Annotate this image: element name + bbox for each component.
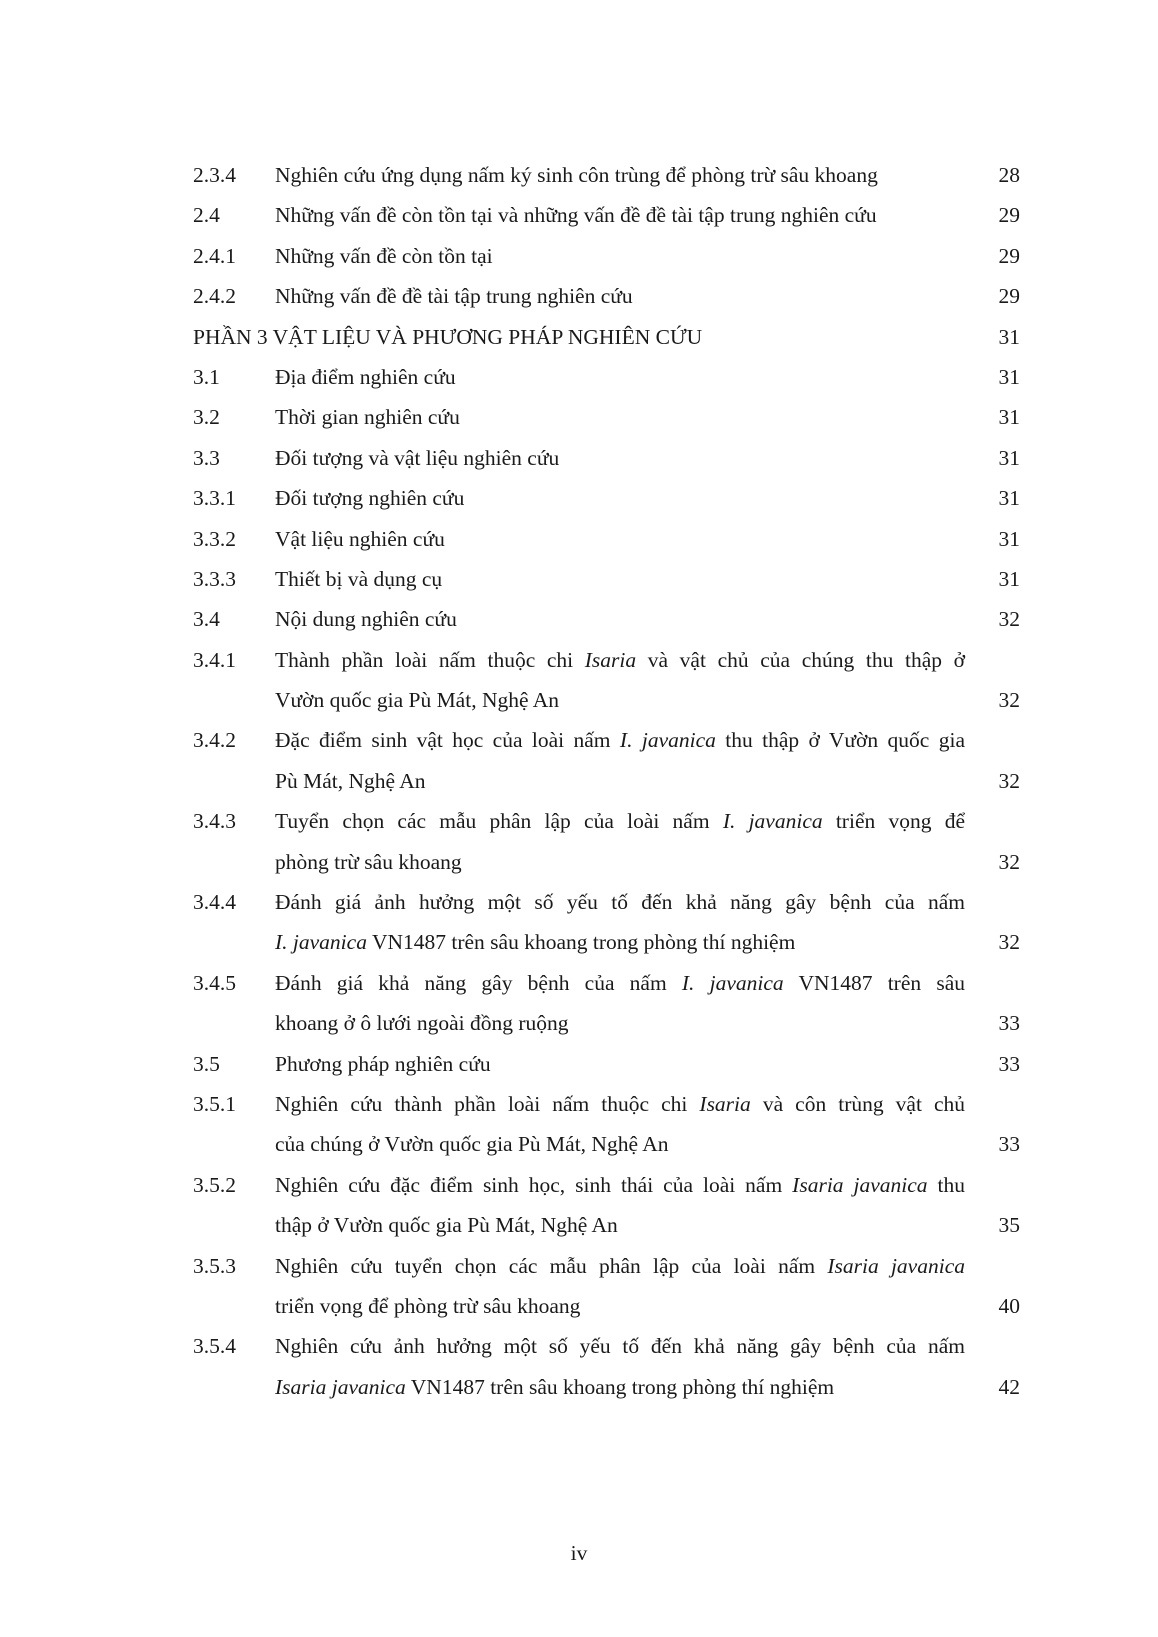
toc-row xyxy=(0,599,1158,639)
toc-page-number: 32 xyxy=(998,768,1020,793)
toc-section-number: 3.3.1 xyxy=(193,486,236,511)
toc-page-number: 29 xyxy=(998,203,1020,228)
toc-page-number: 32 xyxy=(998,688,1020,713)
toc-page-number: 42 xyxy=(998,1374,1020,1399)
toc-page-number: 31 xyxy=(998,445,1020,470)
toc-page-number: 31 xyxy=(998,486,1020,511)
toc-text-segment: Pù Mát, Nghệ An xyxy=(275,768,426,793)
toc-entry-text: Những vấn đề đề tài tập trung nghiên cứu xyxy=(275,284,633,309)
toc-text-segment: thu xyxy=(927,1172,965,1197)
toc-page-number: 33 xyxy=(998,1051,1020,1076)
species-name: I. javanica xyxy=(275,930,367,955)
toc-entry-text: Đối tượng nghiên cứu xyxy=(275,486,465,511)
toc-row-continuation xyxy=(0,680,1158,720)
toc-row xyxy=(0,1084,1158,1124)
toc-section-number: 2.4.1 xyxy=(193,243,236,268)
toc-entry-text: Những vấn đề còn tồn tại xyxy=(275,243,493,268)
toc-text-segment: và vật chủ của chúng thu thập ở xyxy=(636,647,965,672)
toc-heading: PHẦN 3 VẬT LIỆU VÀ PHƯƠNG PHÁP NGHIÊN CỨU xyxy=(193,324,703,349)
toc-entry-text xyxy=(275,1246,965,1286)
toc-entry-text xyxy=(275,1084,965,1124)
toc-entry-text: Địa điểm nghiên cứu xyxy=(275,364,456,389)
toc-row xyxy=(0,195,1158,235)
toc-entry-text: Nội dung nghiên cứu xyxy=(275,607,457,632)
toc-text-segment: VN1487 trên sâu khoang trong phòng thí nghiệm xyxy=(366,930,796,955)
toc-entry-text: Vật liệu nghiên cứu xyxy=(275,526,445,551)
toc-row xyxy=(0,397,1158,437)
toc-page-number: 33 xyxy=(998,1132,1020,1157)
toc-text-segment: Thành phần loài nấm thuộc chi xyxy=(275,647,585,672)
toc-entry-text xyxy=(275,1326,965,1366)
toc-page-number: 28 xyxy=(998,163,1020,187)
toc-page-number: 31 xyxy=(998,566,1020,591)
toc-entry-text: Đối tượng và vật liệu nghiên cứu xyxy=(275,445,560,470)
species-name: Isaria javanica xyxy=(275,1374,406,1399)
toc-entry-text: Phương pháp nghiên cứu xyxy=(275,1051,491,1076)
toc-row-continuation xyxy=(0,761,1158,801)
toc-entry-text xyxy=(275,842,462,882)
toc-row-continuation xyxy=(0,842,1158,882)
toc-section-number: 3.5.1 xyxy=(193,1091,236,1116)
species-name: Isaria xyxy=(584,647,637,672)
toc-section-number: 3.5 xyxy=(193,1051,220,1076)
toc-section-number: 3.3 xyxy=(193,445,220,470)
toc-page-number: 29 xyxy=(998,284,1020,309)
toc-entry-text xyxy=(275,761,426,801)
toc-row xyxy=(0,236,1158,276)
toc-page-number: 40 xyxy=(998,1293,1020,1318)
toc-row-continuation xyxy=(0,1286,1158,1326)
toc-text-segment: Nghiên cứu ảnh hưởng một số yếu tố đến khả năng gây bệnh của nấm xyxy=(275,1334,965,1359)
toc-text-segment: và côn trùng vật chủ xyxy=(750,1091,966,1116)
toc-section-number: 2.4 xyxy=(193,203,220,228)
toc-page-number: 32 xyxy=(998,930,1020,955)
toc-entry-text: Thời gian nghiên cứu xyxy=(275,405,460,430)
species-name: I. javanica xyxy=(722,809,823,834)
species-name: Isaria javanica xyxy=(792,1172,928,1197)
toc-heading-row xyxy=(0,317,1158,357)
toc-section-number: 3.5.3 xyxy=(193,1253,236,1278)
page-number: iv xyxy=(570,1541,588,1565)
toc-entry-text xyxy=(275,1165,965,1205)
toc-entry-text xyxy=(275,1124,668,1164)
toc-entry-text xyxy=(275,720,965,760)
toc-text-segment: Tuyển chọn các mẫu phân lập của loài nấm xyxy=(275,809,723,834)
toc-page-number: 31 xyxy=(998,526,1020,551)
toc-row xyxy=(0,882,1158,922)
toc-entry-text: Nghiên cứu ứng dụng nấm ký sinh côn trùng để phòng trừ sâu khoang xyxy=(275,163,878,187)
toc-row xyxy=(0,276,1158,316)
toc-text-segment: khoang ở ô lưới ngoài đồng ruộng xyxy=(275,1011,569,1036)
species-name: Isaria xyxy=(699,1091,751,1116)
toc-page-number: 31 xyxy=(998,364,1020,389)
toc-page-number: 33 xyxy=(998,1011,1020,1036)
toc-section-number: 3.1 xyxy=(193,364,220,389)
toc-entry-text xyxy=(275,680,559,720)
species-name: I. javanica xyxy=(619,728,716,753)
toc-entry-text xyxy=(275,1286,580,1326)
toc-section-number: 3.2 xyxy=(193,405,220,430)
toc-row xyxy=(0,1044,1158,1084)
toc-text-segment: triển vọng để xyxy=(822,809,965,834)
toc-entry-text xyxy=(275,640,965,680)
toc-section-number: 3.4.3 xyxy=(193,809,236,834)
toc-text-segment: VN1487 trên sâu khoang trong phòng thí nghiệm xyxy=(405,1374,835,1399)
toc-row xyxy=(0,155,1158,195)
toc-section-number: 3.4.5 xyxy=(193,970,236,995)
toc-row xyxy=(0,1326,1158,1366)
toc-entry-text xyxy=(275,1367,834,1407)
toc-row xyxy=(0,478,1158,518)
toc-row-continuation xyxy=(0,1003,1158,1043)
toc-page-number: 31 xyxy=(998,405,1020,430)
toc-text-segment: Nghiên cứu đặc điểm sinh học, sinh thái của loài nấm xyxy=(275,1172,793,1197)
toc-row-continuation xyxy=(0,922,1158,962)
toc-entry-text xyxy=(275,882,965,922)
toc-text-segment: thu thập ở Vườn quốc gia xyxy=(715,728,966,753)
toc-row xyxy=(0,720,1158,760)
toc-row xyxy=(0,519,1158,559)
toc-page-number: 32 xyxy=(998,849,1020,874)
toc-entry-text xyxy=(275,801,965,841)
toc-text-segment: Vườn quốc gia Pù Mát, Nghệ An xyxy=(275,688,559,713)
toc-entry-text xyxy=(275,963,965,1003)
toc-section-number: 3.3.2 xyxy=(193,526,236,551)
toc-text-segment: của chúng ở Vườn quốc gia Pù Mát, Nghệ An xyxy=(275,1132,669,1157)
toc-row xyxy=(0,801,1158,841)
toc-section-number: 3.4.2 xyxy=(193,728,236,753)
toc-entry-text xyxy=(275,1003,569,1043)
toc-section-number: 2.3.4 xyxy=(193,163,236,187)
toc-row xyxy=(0,1165,1158,1205)
toc-text-segment: triển vọng để phòng trừ sâu khoang xyxy=(275,1293,581,1318)
species-name: I. javanica xyxy=(681,970,784,995)
toc-text-segment: Đặc điểm sinh vật học của loài nấm xyxy=(275,728,620,753)
toc-section-number: 3.5.4 xyxy=(193,1334,236,1359)
toc-row xyxy=(0,963,1158,1003)
species-name: Isaria javanica xyxy=(827,1253,965,1278)
toc-entry-text: Thiết bị và dụng cụ xyxy=(275,566,443,591)
table-of-contents xyxy=(0,155,1158,1407)
toc-text-segment: Đánh giá ảnh hưởng một số yếu tố đến khả năng gây bệnh của nấm xyxy=(275,890,965,915)
toc-text-segment: Đánh giá khả năng gây bệnh của nấm xyxy=(275,970,682,995)
toc-row xyxy=(0,357,1158,397)
toc-page-number: 31 xyxy=(998,324,1020,349)
toc-section-number: 3.3.3 xyxy=(193,566,236,591)
toc-text-segment: Nghiên cứu tuyển chọn các mẫu phân lập của loài nấm xyxy=(275,1253,828,1278)
toc-entry-text: Những vấn đề còn tồn tại và những vấn đề đề tài tập trung nghiên cứu xyxy=(275,203,877,228)
toc-page-number: 32 xyxy=(998,607,1020,632)
toc-section-number: 3.5.2 xyxy=(193,1172,236,1197)
toc-entry-text xyxy=(275,922,795,962)
toc-text-segment: thập ở Vườn quốc gia Pù Mát, Nghệ An xyxy=(275,1213,618,1238)
toc-row xyxy=(0,640,1158,680)
toc-row xyxy=(0,559,1158,599)
toc-row-continuation xyxy=(0,1124,1158,1164)
toc-text-segment: phòng trừ sâu khoang xyxy=(275,849,462,874)
toc-section-number: 2.4.2 xyxy=(193,284,236,309)
toc-row-continuation xyxy=(0,1205,1158,1245)
toc-entry-text xyxy=(275,1205,618,1245)
toc-page-number: 29 xyxy=(998,243,1020,268)
toc-row-continuation xyxy=(0,1367,1158,1407)
toc-row xyxy=(0,438,1158,478)
toc-text-segment: VN1487 trên sâu xyxy=(783,970,965,995)
toc-section-number: 3.4 xyxy=(193,607,220,632)
toc-section-number: 3.4.1 xyxy=(193,647,236,672)
toc-text-segment: Nghiên cứu thành phần loài nấm thuộc chi xyxy=(275,1091,700,1116)
toc-page-number: 35 xyxy=(998,1213,1020,1238)
toc-row xyxy=(0,1246,1158,1286)
toc-section-number: 3.4.4 xyxy=(193,890,236,915)
